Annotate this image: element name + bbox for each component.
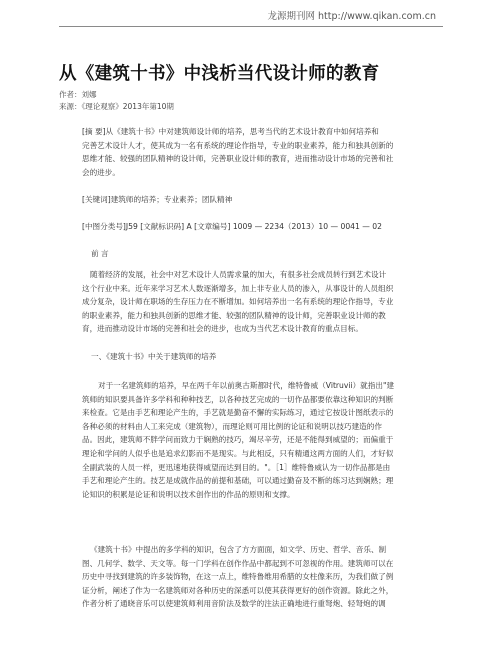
paragraph-line: 证分析，阐述了作为一名建筑师对各种历史的深悉可以使其获得更好的创作资源。除此之外，	[82, 585, 394, 595]
abstract	[82, 125, 443, 179]
preface-paragraph	[82, 268, 443, 336]
paragraph-line: 历史中寻找到建筑的许多装饰物，在这一点上，维特鲁维用希腊的女柱像来历，为我们做了例	[82, 572, 394, 582]
paragraph-line: 的职业素养，能力和独具创新的思维才能、较强的团队精神的设计师，完善职业设计师的教	[82, 310, 386, 320]
paragraph-line: 来检查。它是由手艺和理论产生的，手艺就是勤奋不懈的实际练习，通过它按设计图纸表示的	[82, 408, 394, 418]
paragraph-line: 随着经济的发展，社会中对艺术设计人员需求量的加大，有很多社会成员转行到艺术设计	[90, 270, 387, 279]
paragraph-line: 筑师的知识要具备许多学科和种种技艺，以各种技艺完成的一切作品都要依靠这种知识的判断	[82, 394, 394, 404]
section-paragraph	[82, 543, 443, 611]
paragraph-line: 论知识的积累是论证和说明以技术创作出的作品的原则和支撑。	[82, 489, 295, 499]
article-title: 从《建筑十书》中浅析当代设计师的教育	[59, 64, 380, 84]
paragraph-line: 手艺和理论产生的。技艺是成就作品的前提和基础，可以通过勤奋及不断的练习达到娴熟；理	[82, 476, 394, 486]
abstract-line: 会的进步。	[82, 167, 120, 177]
paragraph-line: 图、几何学、数学、天文等。每一门学科在创作作品中都起到不可忽视的作用。建筑师可以在	[82, 558, 394, 568]
site-header: 龙源期刊网 http://www.qikan.com.cn	[267, 11, 436, 22]
paragraph-line: 成分复杂，设计师在职场的生存压力在不断增加。如何培养出一名有系统的理论作指导，专业	[82, 297, 394, 307]
article-author: 作者：刘娜	[59, 90, 97, 99]
paragraph-line: 品。因此，建筑师不胖学问而致力于娴熟的技巧，竭尽辛劳，还是不能得到威望的；而偏重于	[82, 435, 394, 445]
abstract-line: [摘 要]从《建筑十书》中对建筑师设计师的培养，思考当代的艺术设计教育中如何培养和	[82, 127, 379, 136]
paragraph-line: 理论和学问的人似乎也是追求幻影而不是现实。与此相反，只有精通这两方面的人们，才好似	[82, 448, 394, 458]
section-heading: 一、《建筑十书》中关于建筑师的培养	[91, 352, 217, 361]
abstract-line: 完善艺术设计人才，使其成为一名有系统的理论作指导，专业的职业素养，能力和独具创新的	[82, 140, 394, 150]
abstract-line: 思维才能、较强的团队精神的设计师，完善职业设计师的教育，进而推动设计市场的完善和社	[82, 154, 394, 163]
preface-heading: 前 言	[91, 249, 109, 258]
article-source: 来源：《理论观察》2013年第10期	[59, 102, 174, 111]
classification-line: [中图分类号]J59 [文献标识码] A [文章编号] 1009 — 2234（2013）10 — 0041 — 02	[82, 222, 382, 231]
paragraph-line: 各种必须的材料由人工来完成（建筑物），而理论则可用比例的论证和说明以技巧建造的作	[82, 421, 382, 431]
paragraph-line: 作者分析了通晓音乐可以使建筑师利用音阶法及数学的注法正确地进行重弩炮、轻弩炮的调	[82, 599, 386, 609]
section-paragraph	[82, 379, 443, 501]
keywords: [关键词]建筑师的培养；专业素养；团队精神	[82, 195, 233, 204]
header-divider	[59, 26, 443, 27]
paragraph-line: 育，进而推动设计市场的完善和社会的进步，也成为当代艺术设计教育的重点目标。	[82, 324, 363, 334]
paragraph-line: 《建筑十书》中提出的多学科的知识，包含了方方面面，如文学、历史、哲学、音乐、制	[90, 545, 387, 554]
paragraph-line: 全副武装的人员一样，更迅速地获得威望而达到目的。"。［1］维特鲁威认为一切作品都是由	[82, 462, 391, 472]
paragraph-line: 这个行业中来。近年来学习艺术人数逐渐增多，加上非专业人员的渗入，从事设计的人员组织	[82, 283, 394, 293]
paragraph-line: 对于一名建筑师的培养，早在两千年以前奥古斯都时代，维特鲁威（Vitruvii）就指出"建	[98, 381, 395, 390]
